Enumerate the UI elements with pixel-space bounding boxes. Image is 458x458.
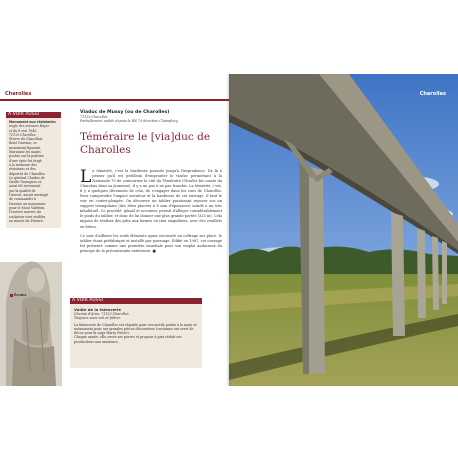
sidebar-line: déportés de Charolles.	[9, 171, 46, 176]
visit-text-2: Chaque année, elle ouvre ses portes et propose à prix réduit ses productions aux amateurs.	[74, 335, 182, 344]
sidebar-line: Œuvre du Charollais	[9, 137, 43, 142]
left-page	[0, 74, 229, 386]
sidebar-line: l'œuvre, aurait envisagé	[9, 193, 49, 198]
body-paragraph	[80, 169, 222, 230]
sidebar-line: résistants et des	[9, 167, 36, 172]
sidebar-line: monument figurant	[9, 145, 41, 150]
paragraph-text: a témérité, c'est la hardiesse poussée jusqu'à l'imprudence. De là à penser qu'il est périlleux d'emprunter le viaduc permettant à la Nationale 79 de contourner la cité du Téméraire (Charles fut comte du Charolais dans sa jeunesse), il y a un pas à ne pas franchir. La témérité, c'est, il y a quelques décennies de cela, de s'engager dans les rues de Charolles. Pour comprendre l'impact novateur et la hardiesse de cet ouvrage, il faut le voir en contre-plongée. On découvre un tablier paraissant reposer sur un support triangulaire (des têtes placées à 8 mm d'épaisseur) scindé à un très inhabituel. Ce procédé, génial et novateur, permit d'alléger considérablement le poids du tablier, et donc de lui donner une plus grande portée (325 m). Cela impose de réaliser des piles aux formes en rien singulières, avec des ceuillets en béton.	[80, 169, 222, 229]
sidebar-line: par la qualité de	[9, 188, 36, 193]
sidebar-line: René Davoine, ce	[9, 141, 38, 146]
running-head-left: Charolles	[5, 91, 32, 97]
article-kicker	[80, 110, 220, 124]
sidebar-header: A VOIR AUSSI	[6, 112, 61, 118]
body-paragraph: Ce sont d'ailleurs les seuls éléments ayant nécessité un coffrage sur place, le tablier étant préfabriqué et installé par poussage. Édifié en 1987, cet ouvrage fut présenté comme une première mondiale pour son emploi audacieux du principe de la précontrainte extérieure. ■	[80, 233, 222, 253]
kicker-access: Partiellement visible depuis la RN 79 direction Champlecy	[80, 119, 178, 124]
viaduct-photo	[229, 74, 458, 386]
header-rule	[0, 99, 229, 101]
book-spread	[0, 74, 458, 386]
sidebar-box	[6, 118, 61, 228]
sidebar-line: Marianne les mains	[9, 150, 41, 155]
kicker-address: 71120 Charolles	[80, 115, 108, 119]
sidebar-line: d'une épée fut érigé	[9, 158, 42, 163]
visit-box	[70, 304, 202, 368]
sidebar-line: à la mémoire des	[9, 162, 37, 167]
sidebar-line: Le général Charles de	[9, 175, 45, 180]
sidebar-line: 71120 Charolles	[9, 132, 36, 137]
statue-photo	[0, 242, 62, 386]
drop-cap: L	[80, 167, 92, 187]
sidebar-line: au musée du Prieuré.	[9, 218, 44, 223]
ecrans-label: Écrans	[10, 293, 26, 297]
sidebar-line: D'autres œuvres du	[9, 210, 41, 215]
square-bullet-icon	[10, 294, 13, 297]
right-page	[229, 74, 458, 386]
sidebar-line: pour le Mont Valérien.	[9, 205, 46, 210]
sidebar-line: angle des avenues Bayer	[9, 124, 50, 129]
kicker-title: Viaduc de Mussy (ou de Charolles)	[80, 110, 170, 115]
article-title: Téméraire le [via]duc de Charolles	[80, 131, 211, 156]
running-head-right: Charolles	[419, 91, 446, 97]
sidebar-line: Davoine un monument	[9, 201, 46, 206]
sidebar-line: et du 8 mai 1945,	[9, 128, 38, 133]
sidebar-line: posées sur la poitrine	[9, 154, 44, 159]
sidebar-line: aussi tôt serrement	[9, 184, 41, 189]
visit-header: A VOIR AUSSI	[70, 298, 202, 304]
visit-hours: Toujours vous voit et fabrer	[74, 316, 121, 321]
article-body	[80, 169, 222, 258]
sidebar-line: Gaulle l'inaugura et,	[9, 180, 43, 185]
sidebar-title: Monument aux résistants:	[9, 120, 57, 124]
visit-text: La faïencerie de Charolles est réputée pour ses motifs peints à la main et notamment pour ses grandes pièces décoratives (certaines ont servi de décor pour la saga Harry Potter).	[74, 322, 197, 336]
book-gutter	[226, 74, 231, 386]
sidebar-line: sculpteur sont visibles	[9, 214, 46, 219]
sidebar-line: de commander à	[9, 197, 37, 202]
visit-address: Chemin d'Aron, 71120 Charolles	[74, 312, 129, 316]
visit-title: Voûte de la faïencerie	[74, 307, 121, 312]
